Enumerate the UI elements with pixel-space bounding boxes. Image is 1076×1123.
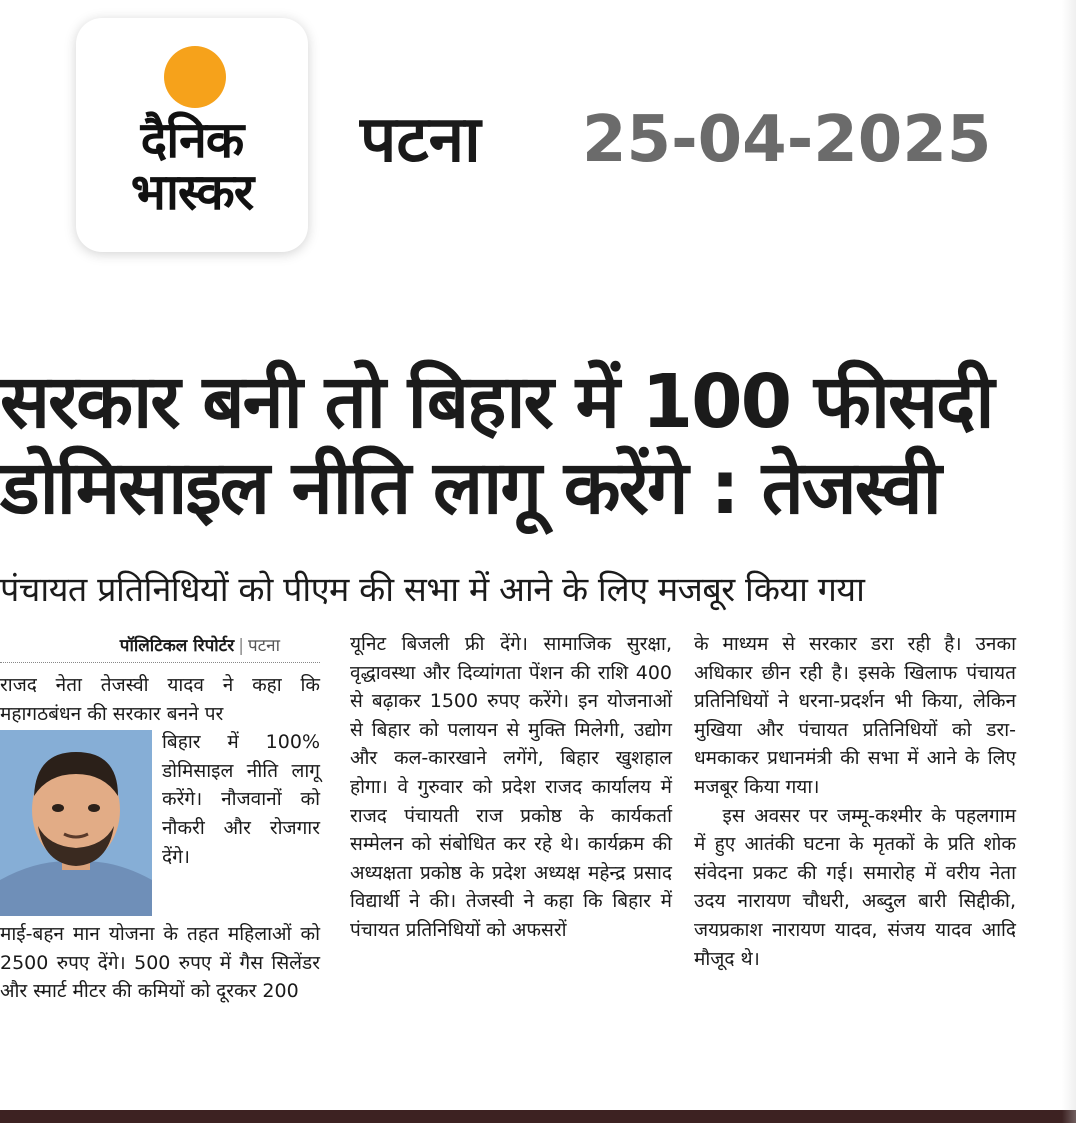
byline-city: पटना — [247, 636, 280, 656]
tejashwi-photo — [0, 730, 152, 916]
column-1-continued: माई-बहन मान योजना के तहत महिलाओं को 2500 रुपए देंगे। 500 रुपए में गैस सिलेंडर और स्मार्ट मीटर की कमियों को दूरकर 200 — [0, 923, 320, 1003]
headline-line2: डोमिसाइल नीति लागू करेंगे : तेजस्वी — [0, 445, 940, 531]
bottom-border — [0, 1110, 1076, 1123]
logo-text-line1: दैनिक — [140, 111, 244, 169]
column-1-lead: राजद नेता तेजस्वी यादव ने कहा कि महागठबंधन की सरकार बनने पर — [0, 674, 320, 725]
headline-line1: सरकार बनी तो बिहार में 100 फीसदी — [0, 359, 993, 445]
article-column-2 — [350, 630, 672, 945]
column-3-paragraph-1: के माध्यम से सरकार डरा रही है। उनका अधिकार छीन रही है। इसके खिलाफ पंचायत प्रतिनिधियों ने धरना-प्रदर्शन भी किया, लेकिन मुखिया और पंचायत प्रतिनिधियों को डरा-धमकाकर प्रधानमंत्री की सभा में आने के लिए मजबूर किया गया। — [694, 633, 1016, 798]
page-edge-shadow — [1062, 0, 1076, 1123]
byline — [0, 630, 320, 663]
edition-date: 25-04-2025 — [582, 103, 992, 177]
subheadline: पंचायत प्रतिनिधियों को पीएम की सभा में आने के लिए मजबूर किया गया — [0, 570, 865, 610]
article-column-3 — [694, 630, 1016, 973]
sun-icon — [164, 46, 226, 108]
article-column-1 — [0, 630, 320, 1006]
byline-separator: | — [238, 636, 244, 656]
column-1-wrapped-text: बिहार में 100% डोमिसाइल नीति लागू करेंगे। नौजवानों को नौकरी और रोजगार देंगे। — [162, 731, 320, 868]
column-3-paragraph-2: इस अवसर पर जम्मू-कश्मीर के पहलगाम में हुए आतंकी घटना के मृतकों के प्रति शोक संवेदना प्रकट की गई। समारोह में वरीय नेता उदय नारायण चौधरी, अब्दुल बारी सिद्दीकी, जयप्रकाश नारायण यादव, संजय यादव आदि मौजूद थे। — [694, 804, 1016, 970]
byline-reporter: पॉलिटिकल रिपोर्टर — [119, 636, 235, 656]
headline — [0, 360, 1076, 530]
portrait-image — [0, 730, 152, 916]
logo-text-line2: भास्कर — [130, 163, 254, 221]
edition-city: पटना — [360, 103, 481, 177]
newspaper-logo — [76, 18, 308, 252]
column-2-text: यूनिट बिजली फ्री देंगे। सामाजिक सुरक्षा, वृद्धावस्था और दिव्यांगता पेंशन की राशि 400 से बढ़ाकर 1500 रुपए करेंगे। इन योजनाओं से बिहार को पलायन से मुक्ति मिलेगी, उद्योग और कल-कारखाने लगेंगे, बिहार खुशहाल होगा। वे गुरुवार को प्रदेश राजद कार्यालय में राजद पंचायती राज प्रकोष्ठ के कार्यकर्ता सम्मेलन को संबोधित कर रहे थे। कार्यक्रम की अध्यक्षता प्रकोष्ठ के प्रदेश अध्यक्ष महेन्द्र प्रसाद विद्यार्थी ने की। तेजस्वी ने कहा कि बिहार में पंचायत प्रतिनिधियों को अफसरों — [350, 633, 672, 941]
